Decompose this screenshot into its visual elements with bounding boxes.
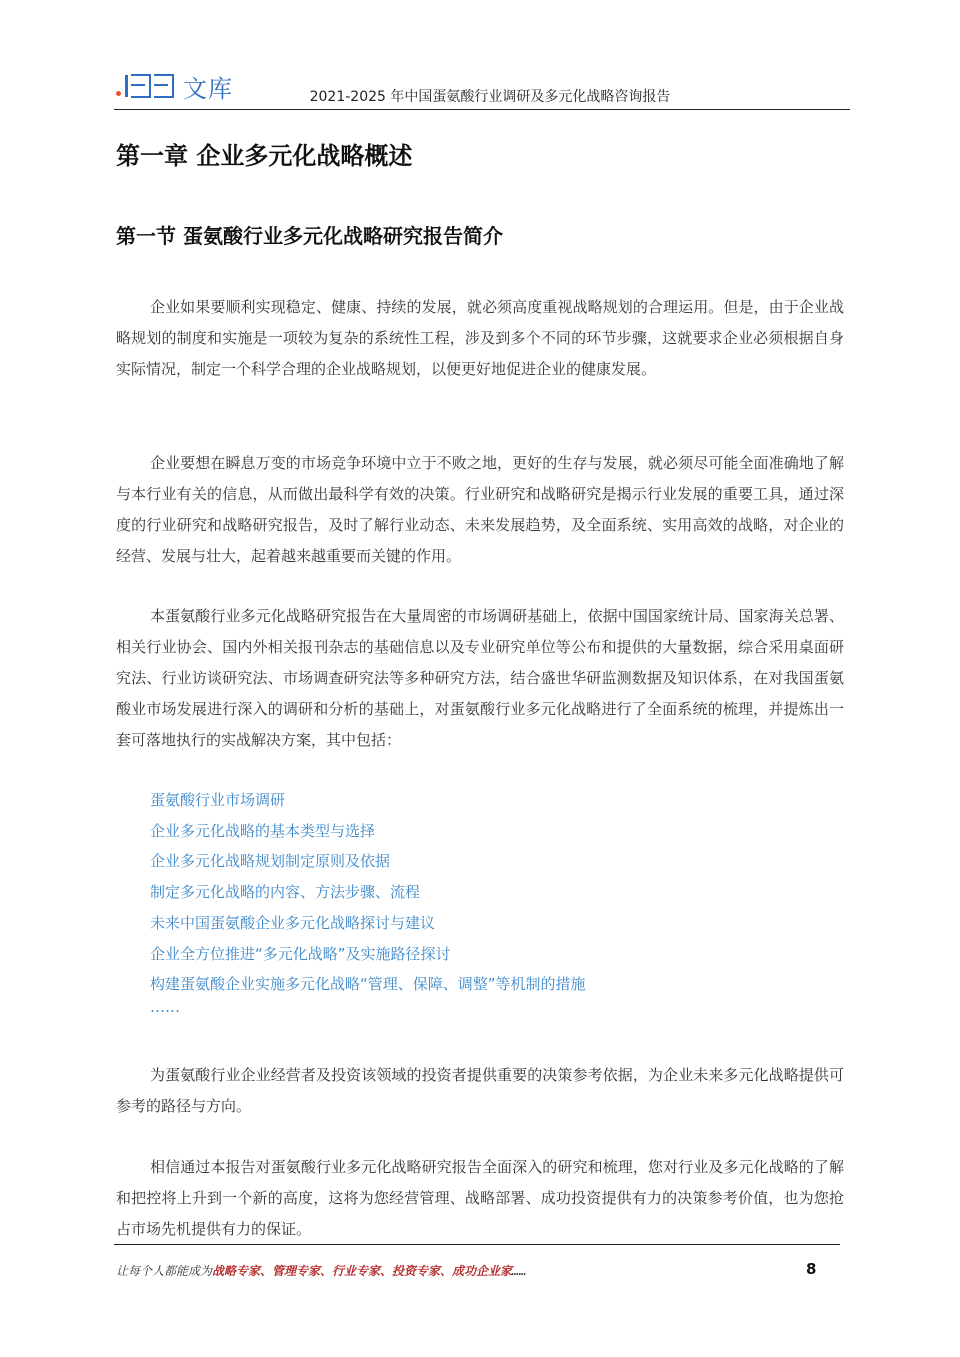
footer-highlight: 战略专家、管理专家、行业专家、投资专家、成功企业家 xyxy=(212,1264,513,1278)
topic-link[interactable]: 构建蛋氨酸企业实施多元化战略“管理、保障、调整”等机制的措施 xyxy=(150,975,586,994)
chapter-title: 第一章 企业多元化战略概述 xyxy=(116,142,413,170)
paragraph: 本蛋氨酸行业多元化战略研究报告在大量周密的市场调研基础上，依据中国国家统计局、国家海关总署、相关行业协会、国内外相关报刊杂志的基础信息以及专业研究单位等公布和提供的大量数据，综合采用桌面研究法、行业访谈研究法、市场调查研究法等多种研究方法，结合盛世华研监测数据及知识体系，在对我国蛋氨酸业市场发展进行深入的调研和分析的基础上，对蛋氨酸行业多元化战略进行了全面系统的梳理，并提炼出一套可落地执行的实战解决方案，其中包括： xyxy=(116,607,844,749)
paragraph: 为蛋氨酸行业企业经营者及投资该领域的投资者提供重要的决策参考依据，为企业未来多元化战略提供可参考的路径与方向。 xyxy=(116,1066,844,1115)
topic-link-list xyxy=(150,785,586,1000)
logo xyxy=(116,70,233,102)
paragraph: 企业要想在瞬息万变的市场竞争环境中立于不败之地，更好的生存与发展，就必须尽可能全面准确地了解与本行业有关的信息，从而做出最科学有效的决策。行业研究和战略研究是揭示行业发展的重要工具，通过深度的行业研究和战略研究报告，及时了解行业动态、未来发展趋势，及全面系统、实用高效的战略，对企业的经营、发展与壮大，起着越来越重要而关键的作用。 xyxy=(116,454,844,565)
topic-link[interactable]: 制定多元化战略的内容、方法步骤、流程 xyxy=(150,883,421,902)
logo-text: 文库 xyxy=(183,74,233,103)
header-divider xyxy=(114,109,850,110)
topic-link[interactable]: 未来中国蛋氨酸企业多元化战略探讨与建议 xyxy=(150,913,436,932)
footer-prefix: 让每个人都能成为 xyxy=(116,1264,213,1278)
topic-link[interactable]: 企业多元化战略规划制定原则及依据 xyxy=(150,852,391,871)
logo-mark xyxy=(125,74,177,98)
topic-link[interactable]: 企业全方位推进“多元化战略”及实施路径探讨 xyxy=(150,944,451,963)
section-title: 第一节 蛋氨酸行业多元化战略研究报告简介 xyxy=(116,224,503,248)
footer-suffix: …… xyxy=(512,1264,527,1278)
links-ellipsis: …… xyxy=(150,998,180,1016)
header-title: 2021-2025 年中国蛋氨酸行业调研及多元化战略咨询报告 xyxy=(309,89,671,105)
logo-dot xyxy=(116,91,121,96)
topic-link[interactable]: 企业多元化战略的基本类型与选择 xyxy=(150,821,376,840)
paragraph: 企业如果要顺利实现稳定、健康、持续的发展，就必须高度重视战略规划的合理运用。但是，由于企业战略规划的制度和实施是一项较为复杂的系统性工程，涉及到多个不同的环节步骤，这就要求企业必须根据自身实际情况，制定一个科学合理的企业战略规划，以便更好地促进企业的健康发展。 xyxy=(116,298,844,378)
paragraph: 相信通过本报告对蛋氨酸行业多元化战略研究报告全面深入的研究和梳理，您对行业及多元化战略的了解和把控将上升到一个新的高度，这将为您经营管理、战略部署、成功投资提供有力的决策参考价值，也为您抢占市场先机提供有力的保证。 xyxy=(116,1158,844,1238)
page-number: 8 xyxy=(806,1260,817,1278)
topic-link[interactable]: 蛋氨酸行业市场调研 xyxy=(150,791,286,809)
footer-slogan xyxy=(116,1262,526,1279)
footer-divider xyxy=(114,1244,840,1245)
